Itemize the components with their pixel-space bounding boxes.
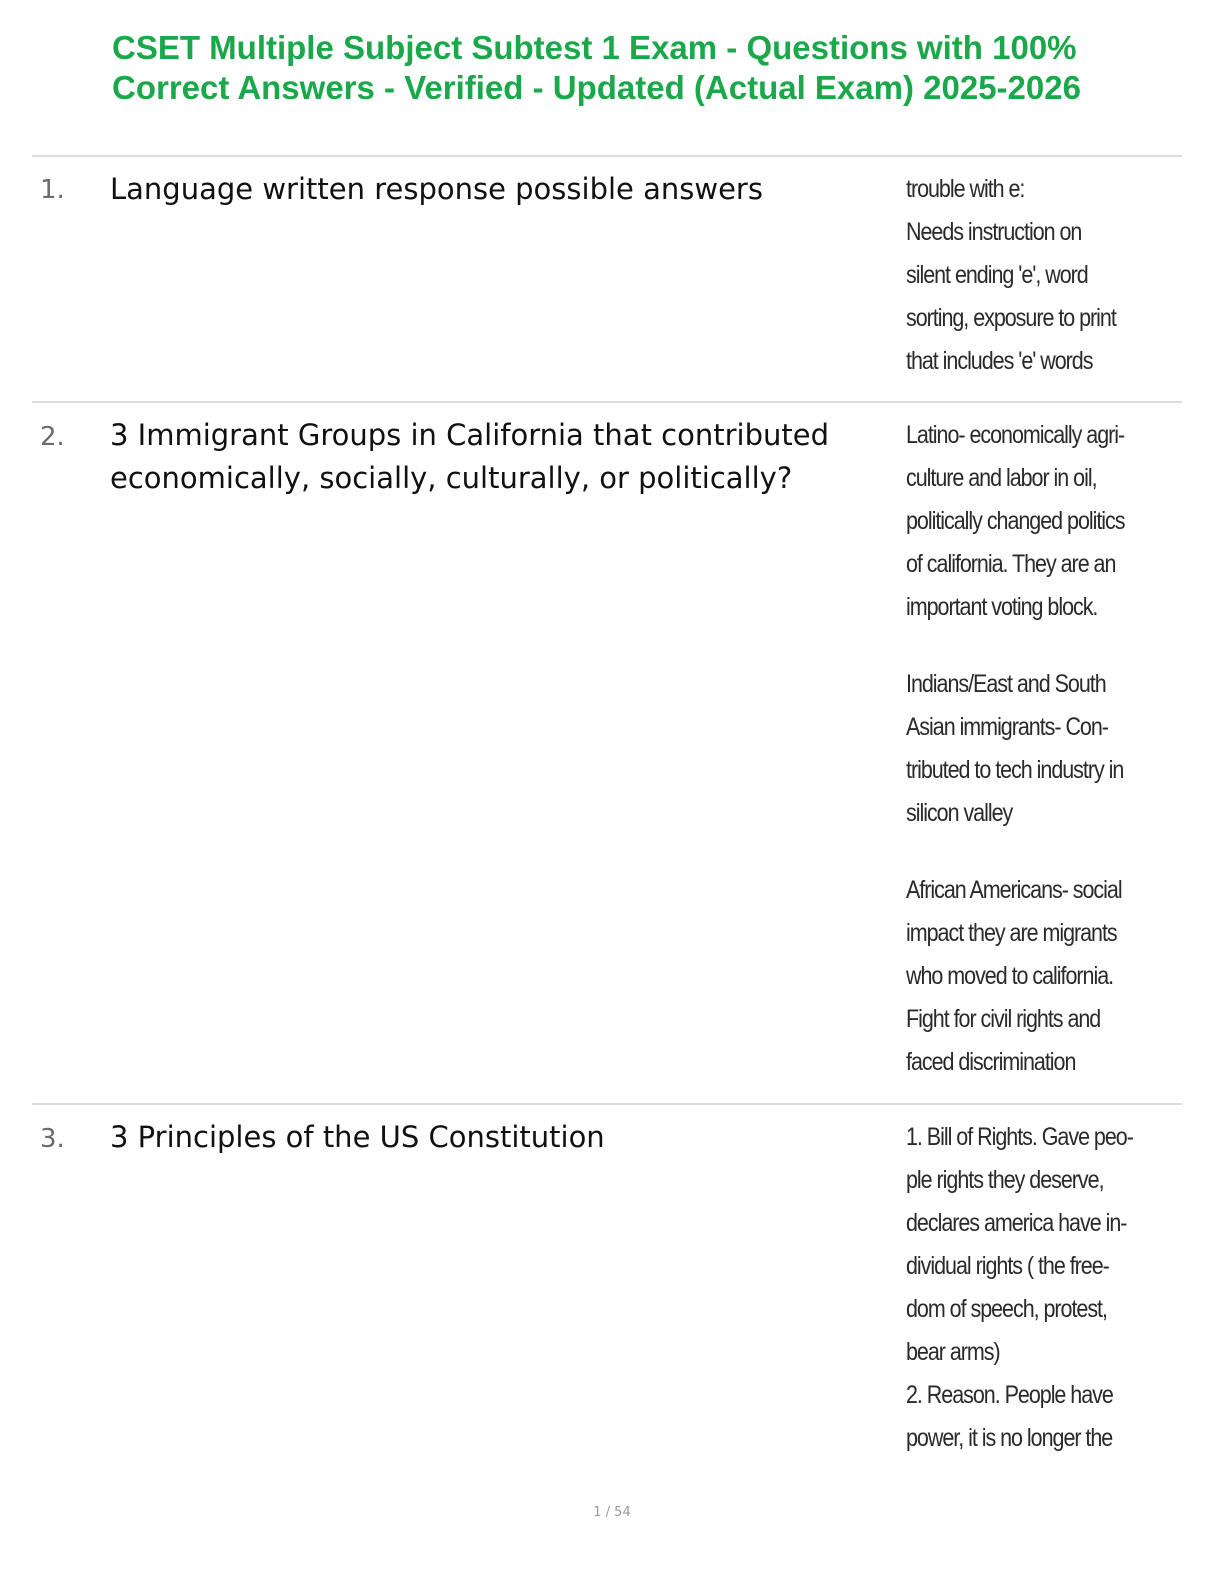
card-answer-line: of california. They are an: [906, 550, 1116, 578]
card-answer-line: impact they are migrants: [906, 919, 1117, 947]
paragraph-gap: [906, 629, 1206, 663]
document-title: [112, 28, 1192, 108]
card-answer-line: politically changed politics: [906, 507, 1125, 535]
card-answer-line: 1. Bill of Rights. Gave peo-: [906, 1123, 1133, 1151]
card-answer-line: Latino- economically agri-: [906, 421, 1125, 449]
page-number: 1 / 54: [593, 1505, 631, 1520]
card-answer-line: who moved to california.: [906, 962, 1114, 990]
card-question: [110, 1116, 870, 1159]
card-answer-line: Needs instruction on: [906, 218, 1082, 246]
card-answer-line: bear arms): [906, 1338, 1000, 1366]
card-answer-line: culture and labor in oil,: [906, 464, 1097, 492]
card-question: [110, 168, 870, 211]
card-question-line: economically, socially, culturally, or politically?: [110, 461, 793, 495]
card-answer-line: faced discrimination: [906, 1048, 1076, 1076]
document-title-line: CSET Multiple Subject Subtest 1 Exam - Questions with 100%: [112, 29, 1077, 66]
card-answer-line: 2. Reason. People have: [906, 1381, 1113, 1409]
card-answer: [906, 414, 1206, 1084]
card-answer-line: power, it is no longer the: [906, 1424, 1113, 1452]
card-question-line: Language written response possible answers: [110, 172, 763, 206]
document-title-line: Correct Answers - Verified - Updated (Actual Exam) 2025-2026: [112, 69, 1081, 106]
card-answer: [906, 1116, 1206, 1460]
card-question-line: 3 Immigrant Groups in California that contributed: [110, 418, 829, 452]
card-answer-line: Fight for civil rights and: [906, 1005, 1101, 1033]
card-answer-line: trouble with e:: [906, 175, 1025, 203]
card-answer-line: Indians/East and South: [906, 670, 1106, 698]
card-number: 1.: [40, 175, 65, 205]
card-divider: [32, 401, 1182, 403]
card-answer-line: sorting, exposure to print: [906, 304, 1116, 332]
card-answer: [906, 168, 1206, 383]
card-question: [110, 414, 870, 500]
card-question-line: 3 Principles of the US Constitution: [110, 1120, 605, 1154]
card-number: 3.: [40, 1124, 65, 1154]
card-divider: [32, 1103, 1182, 1105]
card-answer-line: silicon valley: [906, 799, 1013, 827]
card-answer-line: important voting block.: [906, 593, 1098, 621]
card-answer-line: African Americans- social: [906, 876, 1122, 904]
card-answer-line: silent ending 'e', word: [906, 261, 1088, 289]
paragraph-gap: [906, 835, 1206, 869]
card-answer-line: ple rights they deserve,: [906, 1166, 1104, 1194]
card-number: 2.: [40, 422, 65, 452]
card-answer-line: dom of speech, protest,: [906, 1295, 1107, 1323]
card-answer-line: Asian immigrants- Con-: [906, 713, 1108, 741]
card-answer-line: declares america have in-: [906, 1209, 1127, 1237]
card-answer-line: dividual rights ( the free-: [906, 1252, 1109, 1280]
card-answer-line: that includes 'e' words: [906, 347, 1093, 375]
card-divider: [32, 155, 1182, 157]
card-answer-line: tributed to tech industry in: [906, 756, 1124, 784]
